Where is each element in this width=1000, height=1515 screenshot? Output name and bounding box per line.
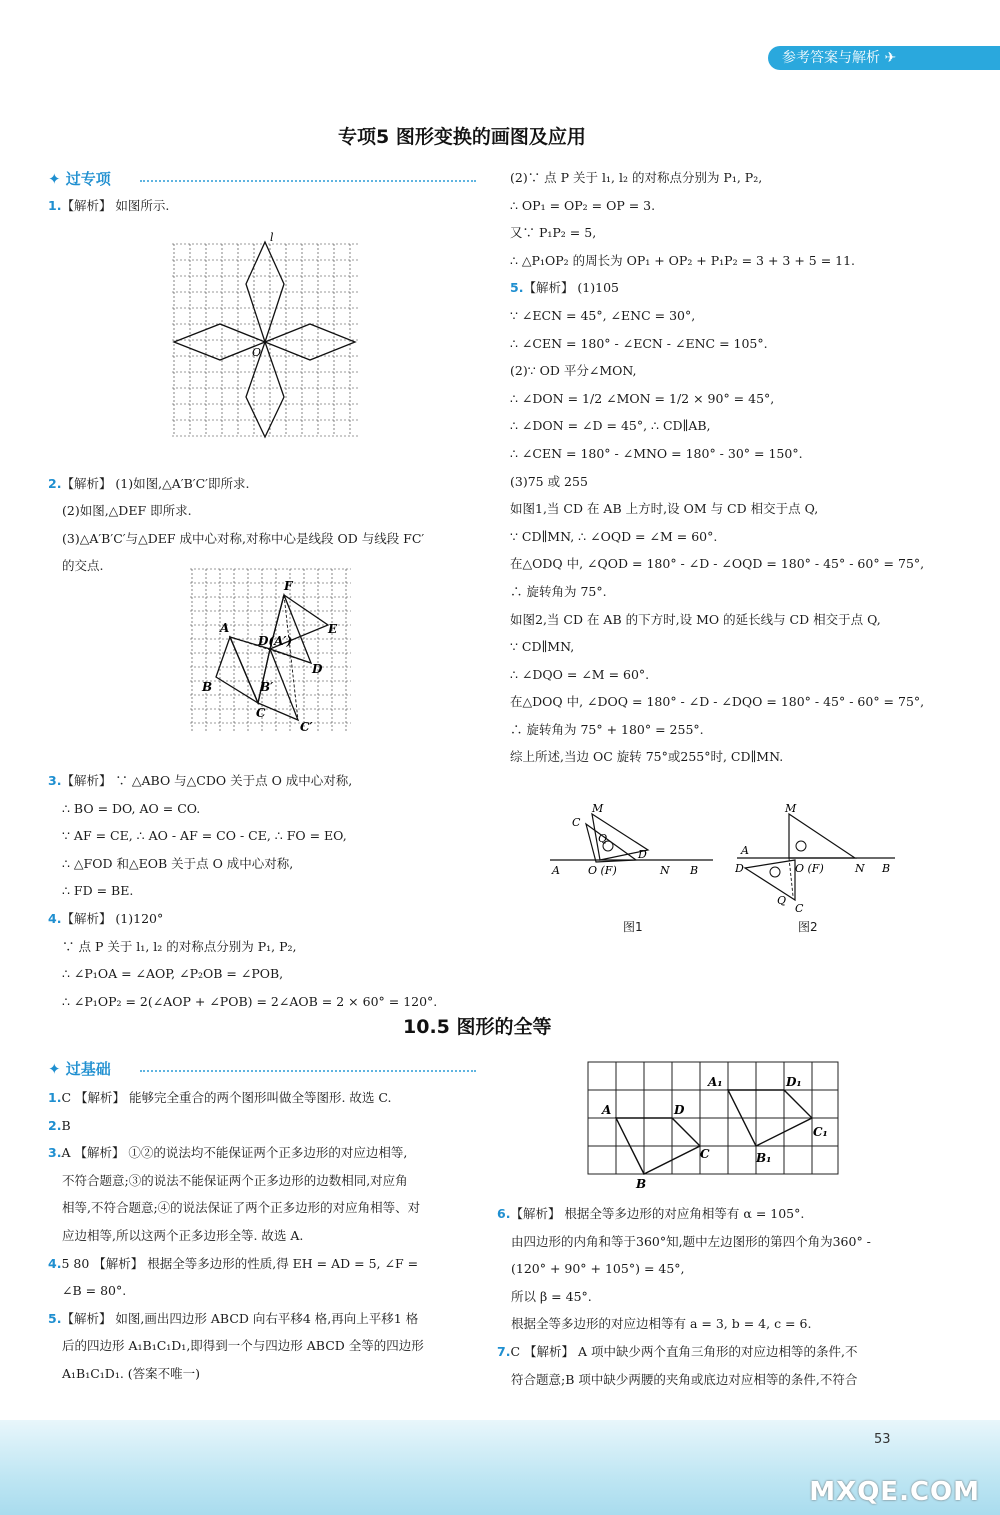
figure-translation-grid [586,1060,846,1192]
line: 又∵ P₁P₂ = 5, [510,225,597,241]
label-d-a-prime: D(A′) [258,634,293,648]
band-label-2: ✦ 过基础 [48,1060,111,1078]
line: ∴ ∠P₁OA = ∠AOP, ∠P₂OB = ∠POB, [62,966,284,982]
line: 相等,不符合题意;④的说法保证了两个正多边形的对应角相等、对 [62,1200,421,1216]
line: ∴ OP₁ = OP₂ = OP = 3. [510,197,656,213]
line: ∵ ∠ECN = 45°, ∠ENC = 30°, [510,307,696,323]
label-b: B [690,864,699,877]
label-a: A [220,621,230,635]
fig-caption-1: 图1 [623,920,643,934]
label-q: Q [777,894,787,907]
line: (120° + 90° + 105°) = 45°, [511,1261,685,1277]
line: (2)如图,△DEF 即所求. [62,503,192,519]
section-title-1: 专项5 图形变换的画图及应用 [338,126,586,148]
band-divider-2 [140,1070,476,1072]
line: ∴ ∠CEN = 180° - ∠MNO = 180° - 30° = 150°. [510,445,803,461]
line: (3)△A′B′C′与△DEF 成中心对称,对称中心是线段 OD 与线段 FC′ [62,530,425,546]
label-n: N [660,864,670,877]
label-b-prime: B′ [260,680,274,694]
line: ∵ AF = CE, ∴ AO - AF = CO - CE, ∴ FO = EO, [62,828,347,844]
figure-kite-grid [170,232,360,442]
line: ∴ FD = BE. [62,883,134,899]
label-b: B [882,862,891,875]
line: ∴ ∠DON = 1/2 ∠MON = 1/2 × 90° = 45°, [510,390,775,406]
label-d: D [638,848,647,861]
label-a: A [741,844,749,857]
line: 应边相等,所以这两个正多边形全等. 故选 A. [62,1227,304,1243]
line: ∴ ∠P₁OP₂ = 2(∠AOP + ∠POB) = 2∠AOB = 2 × 60° = 120°. [62,993,438,1009]
label-a: A [602,1103,612,1117]
line: ∴ ∠CEN = 180° - ∠ECN - ∠ENC = 105°. [510,335,768,351]
section2-left-column [48,1084,493,1388]
line: 2.【解析】 (1)如图,△A′B′C′即所求. [48,475,250,491]
section-title-2: 10.5 图形的全等 [403,1016,552,1038]
line: 在△ODQ 中, ∠QOD = 180° - ∠D - ∠OQD = 180° - 45° - 60° = 75°, [510,556,925,572]
label-f: F [284,579,293,593]
line: 6.【解析】 根据全等多边形的对应角相等有 α = 105°. [497,1206,805,1221]
line: A₁B₁C₁D₁. (答案不唯一) [62,1365,201,1381]
line: 5.【解析】 (1)105 [510,280,619,296]
line: ∴ △FOD 和△EOB 关于点 O 成中心对称, [62,855,294,871]
line: 如图1,当 CD 在 AB 上方时,设 OM 与 CD 相交于点 Q, [510,501,819,517]
label-c1: C₁ [813,1125,828,1139]
line: 1.C 【解析】 能够完全重合的两个图形叫做全等图形. 故选 C. [48,1090,392,1105]
line: 根据全等多边形的对应边相等有 a = 3, b = 4, c = 6. [511,1316,812,1332]
line: 符合题意;B 项中缺少两腰的夹角或底边对应相等的条件,不符合 [511,1371,858,1387]
line: 所以 β = 45°. [511,1288,592,1304]
line: 3.【解析】 ∵ △ABO 与△CDO 关于点 O 成中心对称, [48,772,353,788]
label-n: N [855,862,865,875]
band-label-1: ✦ 过专项 [48,170,111,188]
label-o-f: O (F) [588,864,617,877]
line: 在△DOQ 中, ∠DOQ = 180° - ∠D - ∠DQO = 180° - 45° - 60° = 75°, [510,694,925,710]
line: ∴ △P₁OP₂ 的周长为 OP₁ + OP₂ + P₁P₂ = 3 + 3 + 5 = 11. [510,252,856,268]
line: 3.A 【解析】 ①②的说法均不能保证两个正多边形的对应边相等, [48,1145,408,1161]
watermark: MXQE.COM [809,1477,980,1507]
line: ∵ CD∥MN, ∴ ∠OQD = ∠M = 60°. [510,528,718,544]
label-c: C [256,706,266,720]
label-c: C [795,902,804,915]
label-c-prime: C′ [300,720,313,734]
line: 4.5 80 【解析】 根据全等多边形的性质,得 EH = AD = 5, ∠F = [48,1255,419,1271]
line: 7.C 【解析】 A 项中缺少两个直角三角形的对应边相等的条件,不 [497,1343,858,1359]
line: ∵ 点 P 关于 l₁, l₂ 的对称点分别为 P₁, P₂, [62,938,297,954]
label-q: Q [598,832,608,845]
band-divider-1 [140,180,476,182]
line: ∵ CD∥MN, [510,639,575,655]
line: ∴ BO = DO, AO = CO. [62,800,201,816]
line: (2)∵ OD 平分∠MON, [510,363,637,379]
label-a: A [552,864,560,877]
label-a1: A₁ [708,1075,723,1089]
answer-section-tag: 参考答案与解析 ✈ [768,46,1000,70]
label-b: B [636,1177,647,1191]
line: 2.B [48,1117,71,1133]
line: 如图2,当 CD 在 AB 的下方时,设 MO 的延长线与 CD 相交于点 Q, [510,611,881,627]
line: 综上所述,当边 OC 旋转 75°或255°时, CD∥MN. [510,749,784,765]
label-m: M [592,802,604,815]
label-c: C [572,816,581,829]
line: ∴ 旋转角为 75°. [510,583,607,599]
line: 5.【解析】 如图,画出四边形 ABCD 向右平移4 格,再向上平移1 格 [48,1310,419,1326]
label-d: D [735,862,744,875]
label-l: l [270,232,274,244]
section2-right-column [497,1200,982,1393]
line: 后的四边形 A₁B₁C₁D₁,即得到一个与四边形 ABCD 全等的四边形 [62,1338,424,1354]
section1-right-column [510,164,980,771]
line: 4.【解析】 (1)120° [48,910,164,926]
line: 的交点. [62,558,104,574]
label-m: M [785,802,797,815]
line: 1.【解析】 如图所示. [48,198,170,213]
label-b: B [202,680,213,694]
label-e: E [328,622,338,636]
page-number: 53 [874,1432,891,1447]
line: ∠B = 80°. [62,1283,127,1299]
line: (2)∵ 点 P 关于 l₁, l₂ 的对称点分别为 P₁, P₂, [510,170,763,185]
label-b1: B₁ [756,1151,772,1165]
figure-rotation-2 [735,800,905,915]
figure-rotation-1 [548,800,718,885]
line: (3)75 或 255 [510,473,588,489]
label-o-f: O (F) [795,862,824,875]
label-o: O [252,346,262,359]
line: ∴ ∠DQO = ∠M = 60°. [510,666,650,682]
figure-triangles-grid [188,565,353,735]
label-d: D [312,662,323,676]
line: 由四边形的内角和等于360°知,题中左边图形的第四个角为360° - [511,1233,871,1249]
label-c: C [700,1147,710,1161]
line: ∴ 旋转角为 75° + 180° = 255°. [510,721,704,737]
fig-caption-2: 图2 [798,920,818,934]
line: ∴ ∠DON = ∠D = 45°, ∴ CD∥AB, [510,418,711,434]
line: 不符合题意;③的说法不能保证两个正多边形的边数相同,对应角 [62,1172,408,1188]
label-d1: D₁ [786,1075,802,1089]
label-d: D [674,1103,685,1117]
